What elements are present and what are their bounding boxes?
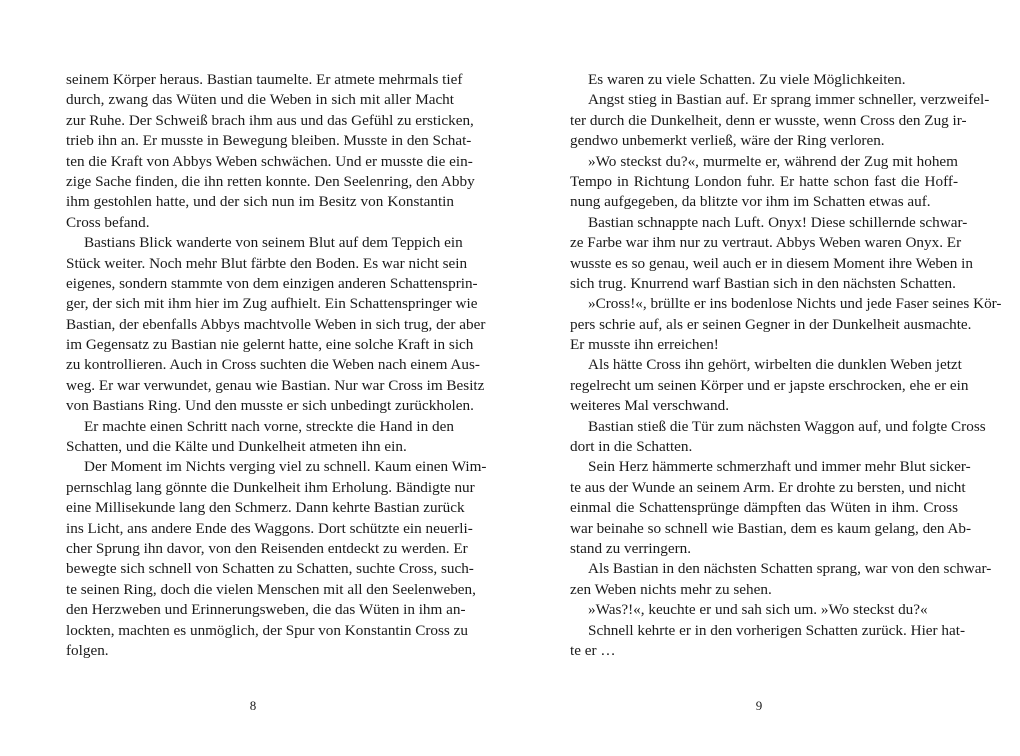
text-line: im Gegensatz zu Bastian nie gelernt hatte, eine solche Kraft in sich <box>66 336 474 354</box>
text-line: sich trug. Knurrend warf Bastian sich in den nächsten Schatten. <box>570 274 956 292</box>
text-line: Bastian stieß die Tür zum nächsten Waggon auf, und folgte Cross <box>588 417 986 435</box>
text-line: Der Moment im Nichts verging viel zu schnell. Kaum einen Wim- <box>84 458 487 476</box>
text-line: Er machte einen Schritt nach vorne, streckte die Hand in den <box>84 417 454 435</box>
text-line: bewegte sich schnell von Schatten zu Schatten, suchte Cross, such- <box>66 560 474 578</box>
text-line: Er musste ihn erreichen! <box>570 336 719 354</box>
text-line: ger, der sich mit ihm hier im Zug aufhielt. Ein Schattenspringer wie <box>66 295 478 313</box>
right-page-text <box>570 70 1002 661</box>
text-line: lockten, machten es unmöglich, der Spur von Konstantin Cross zu <box>66 621 468 639</box>
text-line: Bastians Blick wanderte von seinem Blut auf dem Teppich ein <box>84 234 463 252</box>
text-line: gendwo unbemerkt verließ, wäre der Ring verloren. <box>570 132 885 150</box>
text-line: zu kontrollieren. Auch in Cross suchten die Weben nach einem Aus- <box>66 356 480 374</box>
text-line: Stück weiter. Noch mehr Blut färbte den Boden. Es war nicht sein <box>66 254 468 272</box>
text-line: Als Bastian in den nächsten Schatten sprang, war von den schwar- <box>588 560 992 578</box>
text-line: »Was?!«, keuchte er und sah sich um. »Wo steckst du?« <box>588 601 928 619</box>
text-line: ihm gestohlen hatte, und der sich nun im Besitz von Konstantin <box>66 193 454 211</box>
text-line: zen Weben nichts mehr zu sehen. <box>570 580 772 598</box>
text-line: weiteres Mal verschwand. <box>570 397 729 415</box>
text-line: dort in die Schatten. <box>570 438 693 456</box>
text-line: ter durch die Dunkelheit, denn er wusste, wenn Cross den Zug ir- <box>570 111 967 129</box>
text-line: Cross befand. <box>66 213 150 231</box>
text-line: »Cross!«, brüllte er ins bodenlose Nichts und jede Faser seines Kör- <box>588 295 1002 313</box>
text-line: war beinahe so schnell wie Bastian, dem es kaum gelang, den Ab- <box>570 519 972 537</box>
left-page-text <box>66 70 487 661</box>
text-line: folgen. <box>66 641 109 659</box>
text-line: nung aufgegeben, da blitzte vor ihm im Schatten etwas auf. <box>570 193 931 211</box>
text-line: pernschlag lang gönnte die Dunkelheit ihm Erholung. Bändigte nur <box>66 478 475 496</box>
text-line: einmal die Schattensprünge dämpften das Wüten in ihm. Cross <box>570 499 958 517</box>
text-line: ten die Kraft von Abbys Weben schwächen. Und er musste die ein- <box>66 152 473 170</box>
text-line: weg. Er war verwundet, genau wie Bastian. Nur war Cross im Besitz <box>66 376 485 394</box>
text-line: eigenes, sondern stammte von dem einzigen anderen Schattensprin- <box>66 274 478 292</box>
text-line: cher Sprung ihn davor, von den Reisenden entdeckt zu werden. Er <box>66 539 468 557</box>
text-line: durch, zwang das Wüten und die Weben in sich mit aller Macht <box>66 91 454 109</box>
text-line: te er … <box>570 641 616 659</box>
text-line: Als hätte Cross ihn gehört, wirbelten die dunklen Weben jetzt <box>588 356 962 374</box>
text-line: te aus der Wunde an seinem Arm. Er drohte zu bersten, und nicht <box>570 478 966 496</box>
text-line: regelrecht um seinen Körper und er japste erschrocken, ehe er ein <box>570 376 969 394</box>
text-line: zur Ruhe. Der Schweiß brach ihm aus und das Gefühl zu ersticken, <box>66 111 474 129</box>
text-line: Bastian, der ebenfalls Abbys machtvolle Weben in sich trug, der aber <box>66 315 486 333</box>
text-line: Bastian schnappte nach Luft. Onyx! Diese schillernde schwar- <box>588 213 968 231</box>
text-line: den Herzweben und Erinnerungsweben, die das Wüten in ihm an- <box>66 601 466 619</box>
text-line: Sein Herz hämmerte schmerzhaft und immer mehr Blut sicker- <box>588 458 971 476</box>
text-line: »Wo steckst du?«, murmelte er, während der Zug mit hohem <box>588 152 958 170</box>
text-line: Angst stieg in Bastian auf. Er sprang immer schneller, verzweifel- <box>588 91 990 109</box>
text-line: Tempo in Richtung London fuhr. Er hatte schon fast die Hoff- <box>570 172 958 190</box>
text-line: von Bastians Ring. Und den musste er sich unbedingt zurückholen. <box>66 397 474 415</box>
text-line: ze Farbe war ihm nur zu vertraut. Abbys Weben waren Onyx. Er <box>570 234 962 252</box>
text-line: stand zu verringern. <box>570 539 692 557</box>
text-line: zige Sache finden, die ihn retten konnte. Den Seelenring, den Abby <box>66 172 475 190</box>
text-line: seinem Körper heraus. Bastian taumelte. Er atmete mehrmals tief <box>66 71 463 88</box>
text-line: Schnell kehrte er in den vorherigen Schatten zurück. Hier hat- <box>588 621 966 639</box>
left-page-number: 8 <box>249 698 257 713</box>
text-line: ins Licht, ans andere Ende des Waggons. Dort schützte ein neuerli- <box>66 519 473 537</box>
right-page-number: 9 <box>755 698 763 713</box>
right-page <box>510 0 1020 756</box>
text-line: pers schrie auf, als er seinen Gegner in der Dunkelheit ausmachte. <box>570 315 972 333</box>
text-line: eine Millisekunde lang den Schmerz. Dann kehrte Bastian zurück <box>66 499 465 517</box>
text-line: Schatten, und die Kälte und Dunkelheit atmeten ihn ein. <box>66 438 407 456</box>
text-line: wusste es so genau, weil auch er in diesem Moment ihre Weben in <box>570 254 973 272</box>
text-line: te seinen Ring, doch die vielen Menschen mit all den Seelenweben, <box>66 580 476 598</box>
text-line: Es waren zu viele Schatten. Zu viele Möglichkeiten. <box>588 71 906 88</box>
text-line: trieb ihn an. Er musste in Bewegung bleiben. Musste in den Schat- <box>66 132 472 150</box>
